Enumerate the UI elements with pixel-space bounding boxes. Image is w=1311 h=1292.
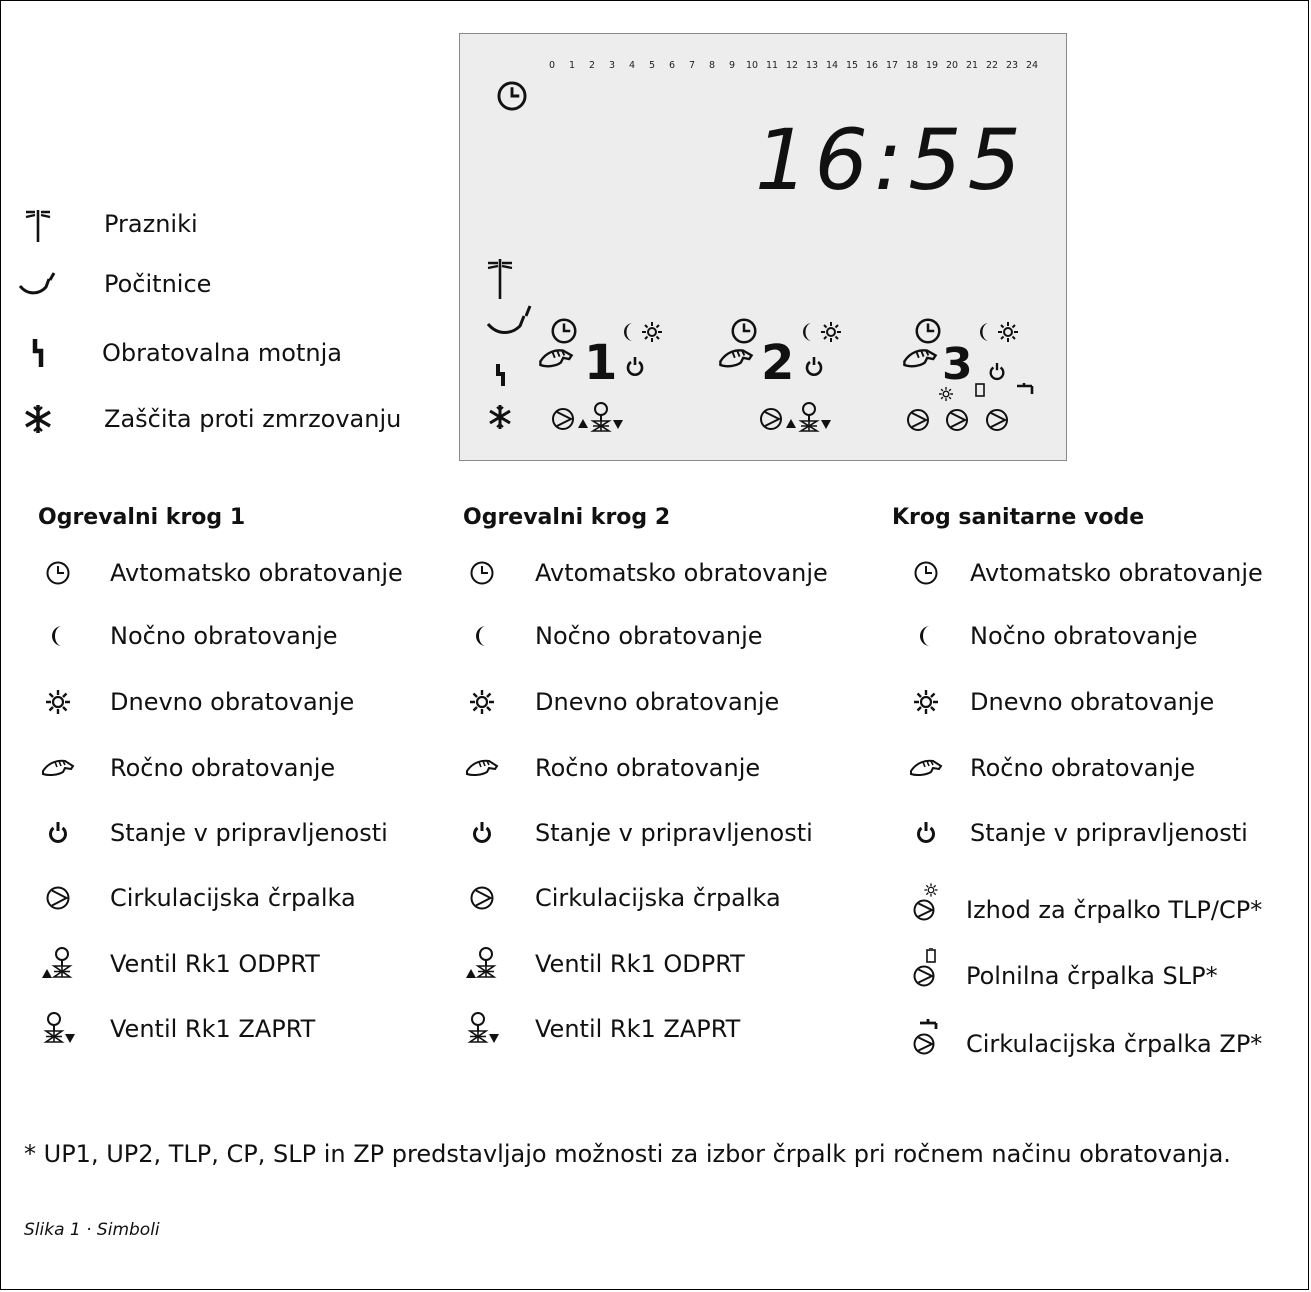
hour-label: 6: [668, 60, 676, 71]
symbol-label: Nočno obratovanje: [110, 622, 338, 650]
hour-label: 15: [845, 60, 859, 71]
symbol-row: [906, 553, 946, 593]
standby-icon: [807, 357, 821, 375]
moon-icon: [38, 616, 78, 656]
pump-tlp-icon: [906, 882, 946, 922]
symbol-label: Ventil Rk1 ODPRT: [110, 950, 320, 978]
hour-label: 13: [805, 60, 819, 71]
valve-closed-icon: [38, 1009, 78, 1049]
symbol-row: [906, 948, 946, 988]
symbol-label: Ventil Rk1 ZAPRT: [535, 1015, 741, 1043]
valve-open-arrow-icon: [578, 419, 588, 428]
legend-label: Obratovalna motnja: [102, 339, 342, 367]
hour-label: 11: [765, 60, 779, 71]
clock-icon: [906, 553, 946, 593]
legend-label: Prazniki: [104, 210, 198, 238]
symbol-row: [906, 682, 946, 722]
pump-icon: [761, 409, 781, 429]
lcd-display: [459, 33, 1067, 461]
valve-closed-icon: [462, 1009, 502, 1049]
hour-label: 21: [965, 60, 979, 71]
hour-label: 20: [945, 60, 959, 71]
symbol-label: Dnevno obratovanje: [535, 688, 780, 716]
figure-caption: Slika 1 · Simboli: [24, 1220, 160, 1240]
column-title: Krog sanitarne vode: [892, 505, 1145, 530]
moon-icon: [624, 323, 633, 341]
symbol-label: Ventil Rk1 ZAPRT: [110, 1015, 316, 1043]
clock-icon: [553, 320, 576, 343]
zp-tap-icon: [1017, 383, 1032, 394]
valve-open-icon: [462, 944, 502, 984]
symbol-row: [38, 1009, 78, 1049]
symbol-row: [38, 813, 78, 853]
symbol-row: [38, 878, 78, 918]
moon-icon: [980, 323, 989, 341]
symbol-row: [462, 878, 502, 918]
pump-zp-icon: [906, 1016, 946, 1056]
circuit-3-symbols: [904, 320, 1032, 430]
symbol-row: [906, 1016, 946, 1056]
hand-icon: [38, 748, 78, 788]
symbol-row: [462, 748, 502, 788]
moon-icon: [803, 323, 812, 341]
pump-icon: [462, 878, 502, 918]
hour-label: 8: [708, 60, 716, 71]
symbol-row: [38, 748, 78, 788]
symbol-row: [462, 1009, 502, 1049]
hour-label: 1: [568, 60, 576, 71]
symbol-row: [462, 944, 502, 984]
symbol-label: Cirkulacijska črpalka ZP*: [966, 1030, 1263, 1058]
circuit-number-1: 1: [584, 335, 618, 391]
valve-open-arrow-icon: [786, 419, 796, 428]
symbol-row: [906, 813, 946, 853]
symbol-row: [906, 616, 946, 656]
fault-icon: [498, 364, 503, 386]
symbol-label: Ročno obratovanje: [110, 754, 336, 782]
symbol-row: [462, 682, 502, 722]
circuit-2-symbols: [720, 320, 841, 431]
clock-icon: [462, 553, 502, 593]
hour-label: 4: [628, 60, 636, 71]
symbol-label: Stanje v pripravljenosti: [970, 819, 1248, 847]
hand-icon: [720, 350, 751, 366]
hour-label: 24: [1025, 60, 1039, 71]
hour-label: 7: [688, 60, 696, 71]
hand-icon: [904, 350, 935, 366]
hour-label: 22: [985, 60, 999, 71]
hour-label: 14: [825, 60, 839, 71]
symbol-row: [38, 944, 78, 984]
symbol-label: Stanje v pripravljenosti: [535, 819, 813, 847]
clock-icon: [733, 320, 756, 343]
hour-label: 10: [745, 60, 759, 71]
standby-icon: [628, 357, 642, 375]
clock-icon: [499, 83, 525, 109]
legend-item: [18, 336, 342, 370]
hour-scale: [549, 60, 1038, 71]
hour-label: 0: [548, 60, 556, 71]
valve-open-icon: [38, 944, 78, 984]
valve-icon: [593, 403, 609, 431]
symbol-label: Ročno obratovanje: [970, 754, 1196, 782]
valve-closed-arrow-icon: [613, 420, 623, 429]
vacation-icon: [18, 271, 58, 297]
pump-tlp-icon: [908, 410, 928, 430]
circuit-number-2: 2: [761, 335, 795, 391]
symbol-label: Stanje v pripravljenosti: [110, 819, 388, 847]
symbol-label: Polnilna črpalka SLP*: [966, 962, 1218, 990]
moon-icon: [462, 616, 502, 656]
symbol-row: [906, 748, 946, 788]
vacation-icon: [488, 306, 530, 333]
symbol-label: Avtomatsko obratovanje: [535, 559, 828, 587]
hour-label: 12: [785, 60, 799, 71]
hand-icon: [906, 748, 946, 788]
hour-label: 18: [905, 60, 919, 71]
standby-icon: [38, 813, 78, 853]
sun-icon: [462, 682, 502, 722]
legend-label: Počitnice: [104, 270, 212, 298]
symbol-label: Ročno obratovanje: [535, 754, 761, 782]
symbol-label: Dnevno obratovanje: [970, 688, 1215, 716]
hour-label: 17: [885, 60, 899, 71]
symbol-label: Avtomatsko obratovanje: [970, 559, 1263, 587]
symbol-row: [38, 682, 78, 722]
standby-icon: [462, 813, 502, 853]
hour-label: 5: [648, 60, 656, 71]
valve-icon: [801, 403, 817, 431]
circuit-number-3: 3: [942, 339, 973, 390]
frost-icon: [18, 402, 58, 436]
pump-icon: [38, 878, 78, 918]
symbol-label: Ventil Rk1 ODPRT: [535, 950, 745, 978]
symbol-label: Dnevno obratovanje: [110, 688, 355, 716]
slp-tank-icon: [976, 384, 984, 396]
sun-icon: [38, 682, 78, 722]
hour-label: 19: [925, 60, 939, 71]
sun-icon: [998, 322, 1018, 342]
valve-closed-arrow-icon: [821, 420, 831, 429]
pump-zp-icon: [987, 410, 1007, 430]
symbol-row: [462, 553, 502, 593]
symbol-label: Cirkulacijska črpalka: [110, 884, 356, 912]
holiday-icon: [18, 204, 58, 244]
frost-icon: [490, 405, 510, 429]
legend-label: Zaščita proti zmrzovanju: [104, 405, 402, 433]
hand-icon: [540, 350, 571, 366]
footnote: * UP1, UP2, TLP, CP, SLP in ZP predstavljajo možnosti za izbor črpalk pri ročnem načinu obratovanja.: [24, 1140, 1231, 1168]
symbol-row: [906, 882, 946, 922]
standby-icon: [906, 813, 946, 853]
symbol-label: Izhod za črpalko TLP/CP*: [966, 896, 1263, 924]
holiday-icon: [488, 259, 512, 299]
symbol-label: Nočno obratovanje: [970, 622, 1198, 650]
symbol-label: Avtomatsko obratovanje: [110, 559, 403, 587]
clock-icon: [917, 320, 940, 343]
standby-icon: [991, 363, 1004, 379]
hand-icon: [462, 748, 502, 788]
symbol-row: [38, 616, 78, 656]
sun-icon: [642, 322, 662, 342]
column-title: Ogrevalni krog 1: [38, 505, 246, 530]
legend-item: [18, 402, 401, 436]
legend-item: [18, 270, 211, 298]
symbol-row: [462, 616, 502, 656]
moon-icon: [906, 616, 946, 656]
hour-label: 23: [1005, 60, 1019, 71]
clock-icon: [38, 553, 78, 593]
column-title: Ogrevalni krog 2: [463, 505, 671, 530]
symbol-label: Cirkulacijska črpalka: [535, 884, 781, 912]
hour-label: 16: [865, 60, 879, 71]
symbol-row: [462, 813, 502, 853]
circuit-1-symbols: [540, 320, 662, 431]
pump-icon: [553, 409, 573, 429]
hour-label: 2: [588, 60, 596, 71]
symbol-label: Nočno obratovanje: [535, 622, 763, 650]
pump-slp-icon: [906, 948, 946, 988]
pump-slp-icon: [947, 410, 967, 430]
hour-label: 9: [728, 60, 736, 71]
symbol-row: [38, 553, 78, 593]
hour-label: 3: [608, 60, 616, 71]
lcd-svg: [460, 34, 1066, 460]
time-display: 16:55: [755, 111, 1028, 209]
legend-item: [18, 204, 198, 244]
fault-icon: [18, 336, 58, 370]
sun-icon: [906, 682, 946, 722]
sun-icon: [821, 322, 841, 342]
